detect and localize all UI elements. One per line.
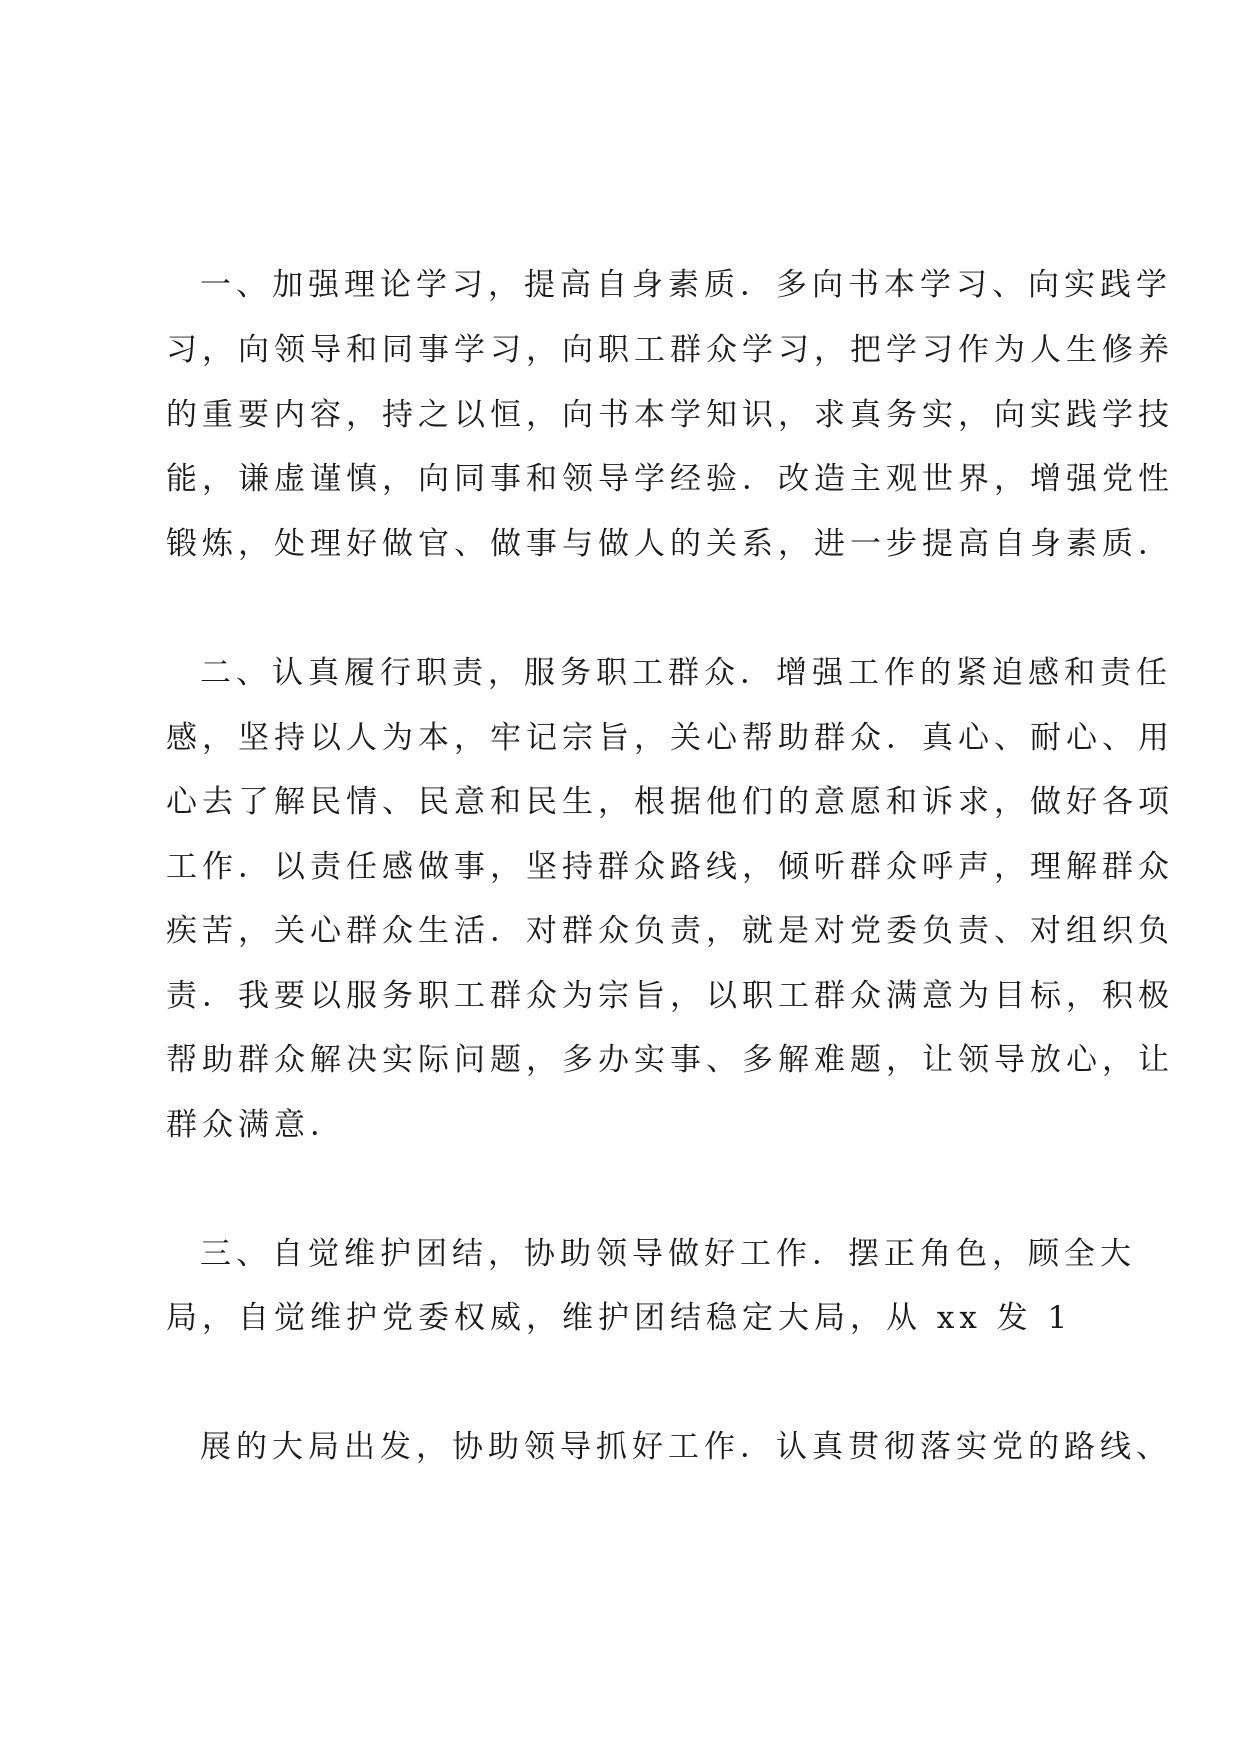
paragraph-2-line-5: 疾苦，关心群众生活．对群众负责，就是对党委负责、对组织负 [166, 913, 1174, 949]
paragraph-3-line-1: 三、自觉维护团结，协助领导做好工作．摆正角色，顾全大 [200, 1236, 1136, 1272]
paragraph-4-line-1: 展的大局出发，协助领导抓好工作．认真贯彻落实党的路线、 [200, 1429, 1172, 1465]
paragraph-1-line-3: 的重要内容，持之以恒，向书本学知识，求真务实，向实践学技 [166, 397, 1174, 433]
paragraph-2-line-2: 感，坚持以人为本，牢记宗旨，关心帮助群众．真心、耐心、用 [166, 720, 1174, 756]
paragraph-2-line-3: 心去了解民情、民意和民生，根据他们的意愿和诉求，做好各项 [166, 784, 1174, 820]
paragraph-2-line-8: 群众满意． [166, 1107, 346, 1143]
paragraph-2-line-7: 帮助群众解决实际问题，多办实事、多解难题，让领导放心，让 [166, 1042, 1174, 1078]
paragraph-2-line-6: 责．我要以服务职工群众为宗旨，以职工群众满意为目标，积极 [166, 978, 1174, 1014]
paragraph-1-line-1: 一、加强理论学习，提高自身素质．多向书本学习、向实践学 [200, 267, 1172, 303]
paragraph-2-line-1: 二、认真履行职责，服务职工群众．增强工作的紧迫感和责任 [200, 655, 1172, 691]
paragraph-1-line-5: 锻炼，处理好做官、做事与做人的关系，进一步提高自身素质． [166, 526, 1174, 562]
paragraph-1-line-4: 能，谦虚谨慎，向同事和领导学经验．改造主观世界，增强党性 [166, 461, 1174, 497]
paragraph-1-line-2: 习，向领导和同事学习，向职工群众学习，把学习作为人生修养 [166, 332, 1174, 368]
paragraph-3-line-2: 局，自觉维护党委权威，维护团结稳定大局，从 xx 发 1 [166, 1300, 1073, 1336]
paragraph-2-line-4: 工作．以责任感做事，坚持群众路线，倾听群众呼声，理解群众 [166, 849, 1174, 885]
